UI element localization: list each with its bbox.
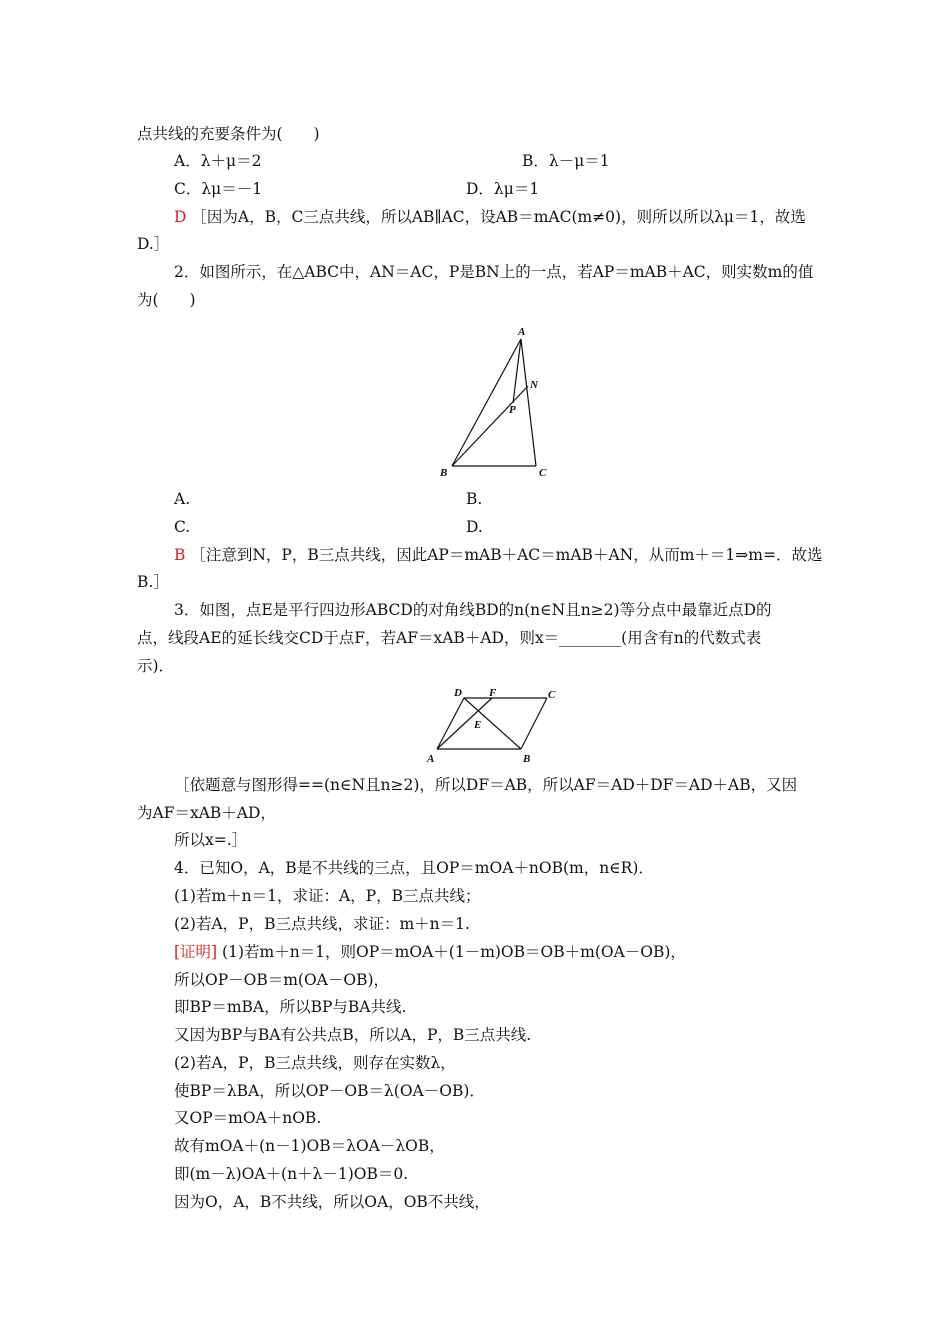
q3-label-a: A	[427, 753, 435, 765]
q1-answer: D	[174, 208, 187, 226]
q2-stem-line-2: 为( )	[137, 291, 196, 309]
q3-parallelogram-figure	[420, 684, 570, 766]
q3-label-b: B	[523, 753, 531, 765]
q2-option-c: C.	[174, 518, 191, 536]
q4-proof-line-5: (2)若A，P，B三点共线，则存在实数λ，	[174, 1054, 456, 1072]
q2-label-p: P	[509, 404, 516, 416]
q3-label-c: C	[548, 689, 556, 701]
q4-proof-line-3: 即BP＝mBA，所以BP与BA共线.	[174, 998, 407, 1016]
q2-answer: B	[174, 546, 186, 564]
q4-proof-text: (1)若m＋n＝1，则OP＝mOA＋(1－m)OB＝OB＋m(OA－OB)，	[222, 943, 686, 961]
q3-label-f: F	[489, 687, 497, 699]
q1-stem-tail: 点共线的充要条件为( )	[137, 125, 320, 143]
q4-proof-tag: [证明]	[174, 943, 218, 961]
q3-label-e: E	[474, 719, 482, 731]
q3-solution-line-1: ［依题意与图形得==(n∈N且n≥2)，所以DF＝AB，所以AF＝AD＋DF＝AD＋AB，又因	[174, 776, 798, 794]
q4-proof-line-6: 使BP＝λBA，所以OP－OB＝λ(OA－OB)．	[174, 1082, 485, 1100]
q3-label-d: D	[454, 687, 462, 699]
q4-proof-line-2: 所以OP－OB＝m(OA－OB)，	[174, 971, 390, 989]
q1-option-d: D．λμ＝1	[466, 180, 540, 198]
q4-proof-line-7: 又OP＝mOA＋nOB.	[174, 1109, 322, 1127]
q2-solution-line-1	[174, 545, 822, 565]
q3-stem-line-2: 点，线段AE的延长线交CD于点F，若AF＝xAB＋AD，则x＝________(用含有n的代数式表	[137, 629, 762, 647]
q2-label-c: C	[539, 467, 547, 479]
q4-part-1: (1)若m＋n＝1，求证：A，P，B三点共线；	[174, 887, 481, 905]
q4-proof-line-8: 故有mOA＋(n－1)OB＝λOA－λOB，	[174, 1137, 445, 1155]
q1-solution-line-2: D.］	[137, 235, 170, 253]
q2-label-n: N	[530, 379, 538, 391]
q1-option-a: A．λ＋μ＝2	[174, 152, 262, 170]
q1-option-b: B．λ－μ＝1	[522, 152, 610, 170]
q2-option-b: B.	[466, 490, 483, 508]
q2-option-a: A.	[174, 490, 191, 508]
q4-part-2: (2)若A，P，B三点共线，求证：m＋n＝1.	[174, 915, 470, 933]
q1-solution-text: ［因为A，B，C三点共线，所以AB∥AC，设AB＝mAC(m≠0)，则所以所以λμ＝1，故选	[191, 208, 806, 226]
q4-proof-line-1	[174, 942, 686, 962]
q4-proof-line-9: 即(m－λ)OA＋(n＋λ－1)OB＝0.	[174, 1165, 409, 1183]
q2-solution-text: ［注意到N，P，B三点共线，因此AP＝mAB＋AC＝mAB＋AN，从而m＋＝1⇒m=．故选	[190, 546, 823, 564]
q4-stem: 4．已知O，A，B是不共线的三点，且OP＝mOA＋nOB(m，n∈R)．	[174, 859, 654, 877]
q4-proof-line-4: 又因为BP与BA有公共点B，所以A，P，B三点共线.	[174, 1026, 532, 1044]
q2-stem-line-1: 2．如图所示，在△ABC中，AN＝AC，P是BN上的一点，若AP＝mAB＋AC，则实数m的值	[174, 263, 814, 281]
q2-solution-line-2: B.］	[137, 573, 169, 591]
q2-label-b: B	[440, 467, 448, 479]
q1-solution-line-1	[174, 207, 806, 227]
q2-label-a: A	[518, 326, 526, 338]
q3-stem-line-1: 3．如图，点E是平行四边形ABCD的对角线BD的n(n∈N且n≥2)等分点中最靠近点D的	[174, 601, 772, 619]
q1-option-c: C．λμ＝－1	[174, 180, 263, 198]
q4-proof-line-10: 因为O，A，B不共线，所以OA，OB不共线，	[174, 1193, 490, 1211]
q3-solution-line-3: 所以x=.］	[174, 831, 248, 849]
q2-option-d: D.	[466, 518, 483, 536]
q3-solution-line-2: 为AF＝xAB＋AD，	[137, 804, 276, 822]
q2-triangle-figure	[430, 322, 560, 484]
q3-stem-line-3: 示)．	[137, 657, 175, 675]
